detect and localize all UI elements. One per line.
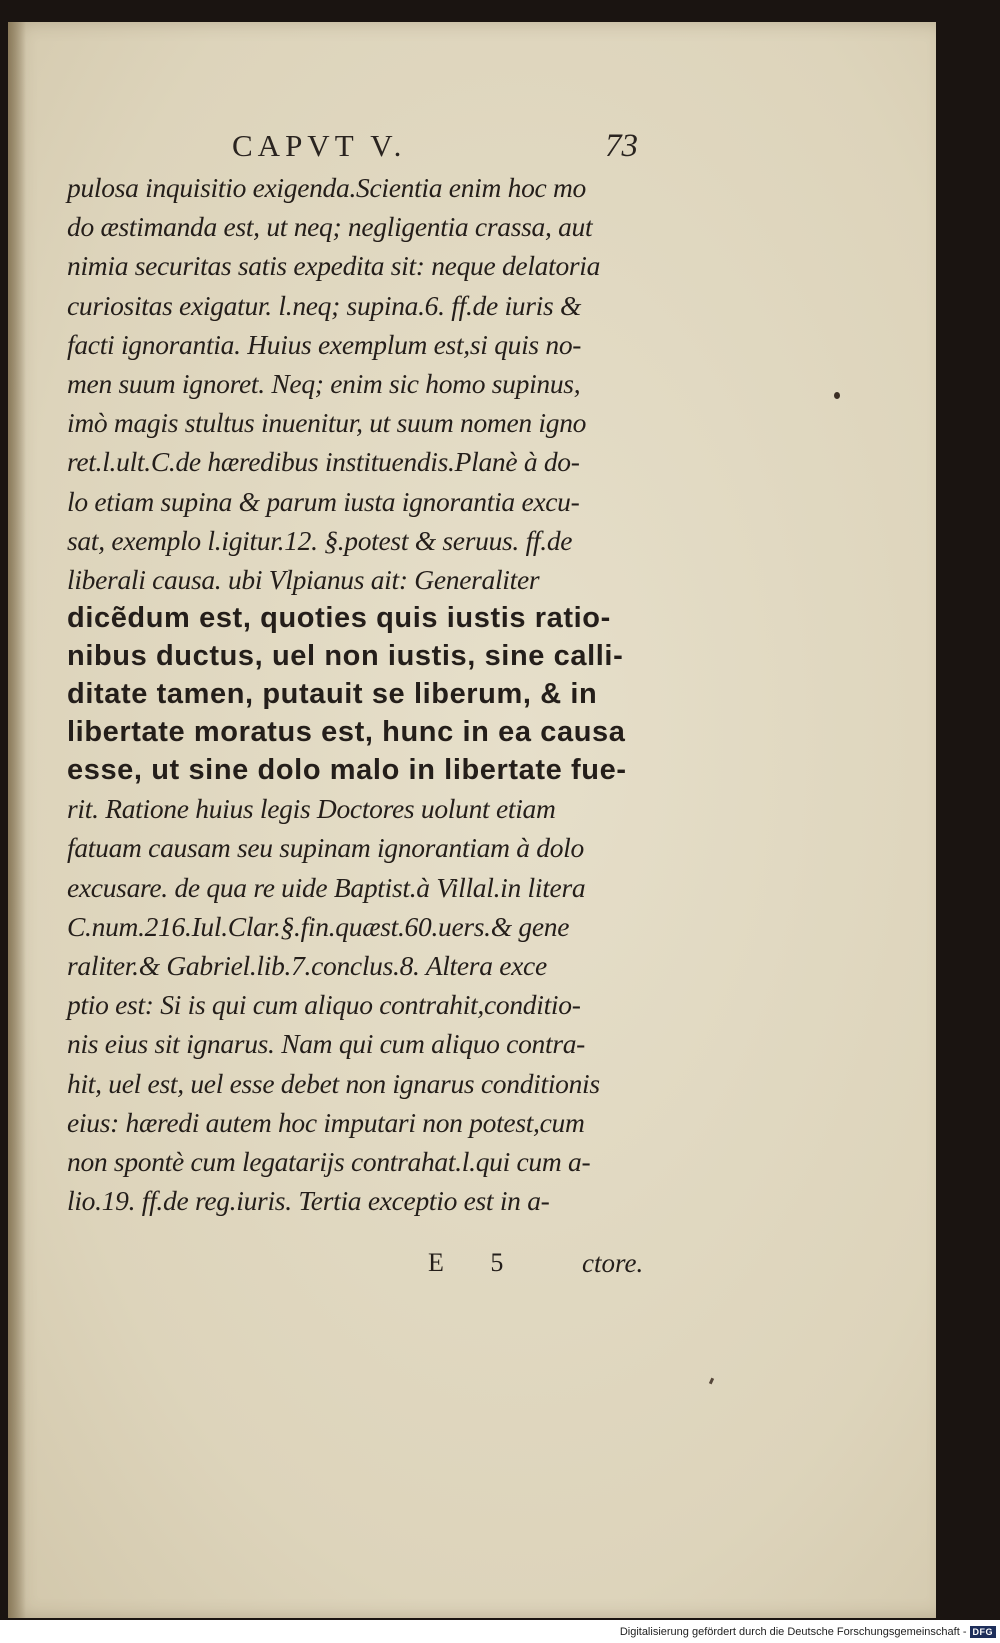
page-gutter-shadow bbox=[8, 22, 26, 1618]
catchword: ctore. bbox=[582, 1248, 644, 1278]
text-line: lio.19. ff.de reg.iuris. Tertia exceptio est in a- bbox=[67, 1185, 550, 1217]
page-number: 73 bbox=[605, 128, 638, 164]
body-text bbox=[67, 168, 667, 1220]
text-line: lo etiam supina & parum iusta ignorantia excu- bbox=[67, 485, 580, 517]
dfg-logo-icon: DFG bbox=[970, 1626, 997, 1638]
text-line: do æstimanda est, ut neq; negligentia crassa, aut bbox=[67, 211, 593, 243]
text-line: nibus ductus, uel non iustis, sine calli- bbox=[67, 640, 624, 673]
text-line: pulosa inquisitio exigenda.Scientia enim hoc mo bbox=[67, 172, 587, 203]
text-line: fatuam causam seu supinam ignorantiam à dolo bbox=[67, 832, 584, 864]
credit-text: Digitalisierung gefördert durch die Deutsche Forschungsgemeinschaft - bbox=[619, 1626, 967, 1638]
text-line: hit, uel est, uel esse debet non ignarus conditionis bbox=[67, 1067, 600, 1099]
text-line: imò magis stultus inuenitur, ut suum nomen igno bbox=[67, 407, 587, 439]
text-line: liberali causa. ubi Vlpianus ait: Generaliter bbox=[67, 564, 540, 596]
text-line: nis eius sit ignarus. Nam qui cum aliquo contra- bbox=[67, 1028, 586, 1060]
running-head: CAPVT V. bbox=[232, 128, 407, 163]
digitization-credit bbox=[620, 1626, 996, 1638]
text-line: men suum ignoret. Neq; enim sic homo supinus, bbox=[67, 368, 581, 400]
text-line: sat, exemplo l.igitur.12. §.potest & seruus. ff.de bbox=[67, 524, 573, 556]
text-line: facti ignorantia. Huius exemplum est,si quis no- bbox=[67, 328, 582, 360]
signature-mark: E 5 bbox=[428, 1248, 524, 1277]
text-line: ditate tamen, putauit se liberum, & in bbox=[67, 678, 598, 711]
text-line: ret.l.ult.C.de hæredibus instituendis.Planè à do- bbox=[67, 446, 580, 478]
text-line: libertate moratus est, hunc in ea causa bbox=[67, 716, 626, 749]
text-line: excusare. de qua re uide Baptist.à Villal.in litera bbox=[67, 871, 586, 903]
text-line: non spontè cum legatarijs contrahat.l.qui cum a- bbox=[67, 1146, 591, 1178]
text-line: rit. Ratione huius legis Doctores uolunt etiam bbox=[67, 793, 556, 825]
text-line: raliter.& Gabriel.lib.7.conclus.8. Altera exce bbox=[67, 950, 547, 982]
text-line: eius: hæredi autem hoc imputari non potest,cum bbox=[67, 1106, 585, 1138]
ink-speck bbox=[834, 392, 840, 399]
text-line: nimia securitas satis expedita sit: neque delatoria bbox=[67, 250, 601, 282]
text-line: curiositas exigatur. l.neq; supina.6. ff.de iuris & bbox=[67, 289, 582, 321]
text-line: ptio est: Si is qui cum aliquo contrahit,conditio- bbox=[67, 989, 581, 1021]
text-line: C.num.216.Iul.Clar.§.fin.quæst.60.uers.& gene bbox=[67, 910, 570, 942]
page-footer bbox=[0, 1248, 700, 1288]
text-line: esse, ut sine dolo malo in libertate fue- bbox=[67, 754, 627, 787]
text-line: dicẽdum est, quoties quis iustis ratio- bbox=[67, 602, 611, 635]
